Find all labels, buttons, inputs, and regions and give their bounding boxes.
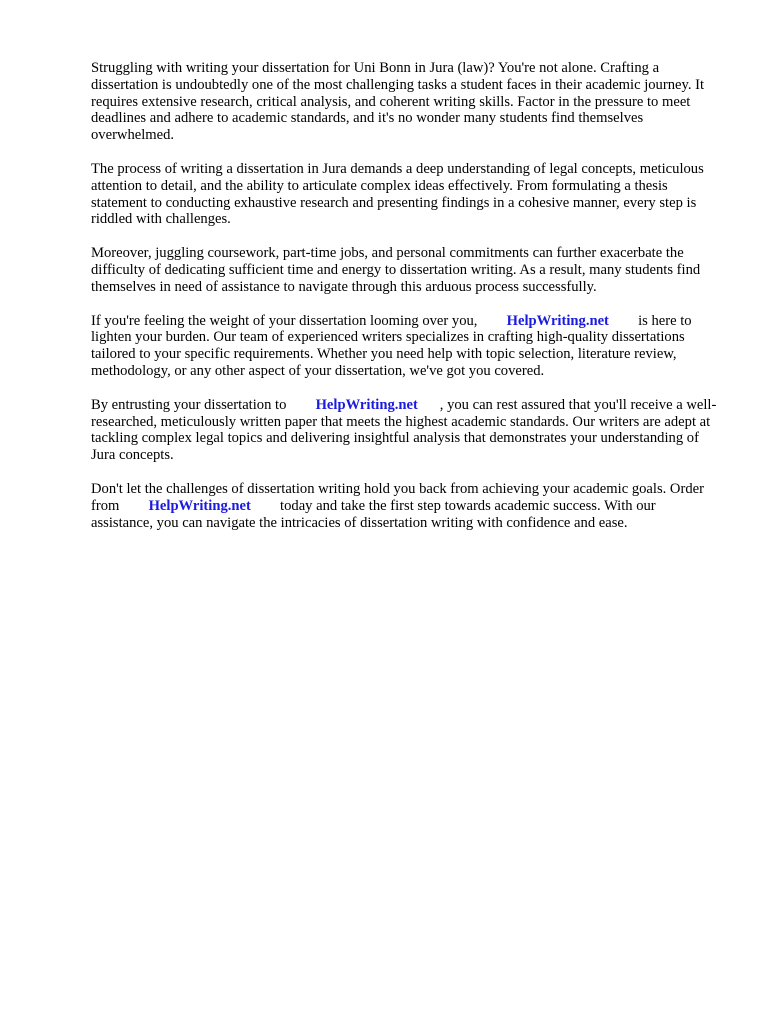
paragraph-offer [91, 313, 721, 380]
paragraph-offer-lead: If you're feeling the weight of your dissertation looming over you, [91, 312, 478, 329]
paragraph-intro: Struggling with writing your dissertation for Uni Bonn in Jura (law)? You're not alone. Crafting a dissertation is undoubtedly one of the most challenging tasks a student faces in their academic journey. It requires extensive research, critical analysis, and coherent writing skills. Factor in the pressure to meet deadlines and adhere to academic standards, and it's no wonder many students find themselves overwhelmed. [91, 60, 705, 144]
paragraph-closing [91, 481, 721, 531]
paragraph-entrust [91, 397, 721, 464]
document-body [91, 60, 721, 531]
helpwriting-link[interactable]: HelpWriting.net [148, 497, 251, 514]
paragraph-offer-rest: is here to lighten your burden. Our team of experienced writers specializes in crafting high-quality dissertations tailored to your specific requirements. Whether you need help with topic selection, literature review, methodology, or any other aspect of your dissertation, we've got you covered. [91, 312, 692, 379]
helpwriting-link[interactable]: HelpWriting.net [506, 312, 609, 329]
paragraph-closing-rest: today and take the first step towards academic success. With our assistance, you can navigate the intricacies of dissertation writing with confidence and ease. [91, 497, 656, 531]
helpwriting-link[interactable]: HelpWriting.net [315, 396, 418, 413]
paragraph-entrust-lead: By entrusting your dissertation to [91, 396, 287, 413]
paragraph-entrust-rest: , you can rest assured that you'll receive a well-researched, meticulously written paper that meets the highest academic standards. Our writers are adept at tackling complex legal topics and delivering insightful analysis that demonstrates your understanding of Jura concepts. [91, 396, 717, 464]
paragraph-process: The process of writing a dissertation in Jura demands a deep understanding of legal concepts, meticulous attention to detail, and the ability to articulate complex ideas effectively. From formulating a thesis statement to conducting exhaustive research and presenting findings in a cohesive manner, every step is riddled with challenges. [91, 160, 704, 228]
paragraph-challenges: Moreover, juggling coursework, part-time jobs, and personal commitments can further exacerbate the difficulty of dedicating sufficient time and energy to dissertation writing. As a result, many students find themselves in need of assistance to navigate through this arduous process successfully. [91, 245, 701, 295]
paragraph-closing-lead: Don't let the challenges of dissertation writing hold you back from achieving your academic goals. Order from [91, 480, 704, 514]
